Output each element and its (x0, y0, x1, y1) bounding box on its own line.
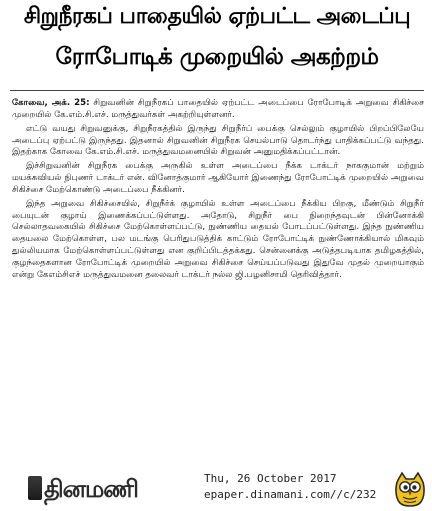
article-paragraph: இச்சிறுவனின் சிறுநீரக பைக்கு அருகில் உள்ள அடைப்பை நீக்க டாக்டர் நாககுமான் மற்றும் மயக்கவியல் நிபுணர் டாக்டர் என். வினோத்குமார் ஆகியோர் இணைந்து ரோபோட்டிக் முறையில் அறுவை சிகிச்சை மேற்கொண்டு அடைப்பை நீக்கினர். (12, 161, 424, 195)
article-body (12, 98, 424, 284)
headline-line-2: ரோபோடிக் முறையில் அகற்றம் (55, 44, 379, 70)
headline-line-1: சிறுநீரகப் பாதையில் ஏற்பட்ட அடைப்பு (23, 4, 411, 29)
article-paragraph: எட்டு வயது சிறுவனுக்கு, சிறுநீரகத்தில் இருந்து சிறுநீர்ப் பைக்கு செல்லும் குழாயில் பிறப்பிலேயே அடைப்பு ஏற்பட்டு இருந்தது. இதனால் சிறுவனின் சிறுநீரக செயல்பாடு தொடர்ந்து பாதிக்கப்பட்டு வந்தது. இதற்காக கோவை கே.எம்.சி.எச். மருத்துவமனையில் சிறுவன் அனுமதிக்கப்பட்டான். (12, 123, 424, 158)
dinamani-logo-mark (28, 476, 42, 500)
article-paragraph: கோவை, அக். 25: சிறுவனின் சிறுநீரகப் பாதையில் ஏற்பட்ட அடைப்பை ரோபோடிக் அறுவை சிகிச்சை முறையில் கே.எம்.சி.எச். மருத்துவர்கள் அகற்றியுள்ளனர். (12, 98, 425, 120)
epaper-stamp (204, 471, 394, 503)
headline-divider (10, 90, 424, 91)
dateline: கோவை, அக். 25: (12, 98, 90, 108)
article-paragraph: இந்த அறுவை சிகிச்சையில், சிறுநீர்க் குழாயில் உள்ள அடைப்பை நீக்கிய பிறகு, மீண்டும் சிறுநீர் பையுடன் குழாய் இணைக்கப்பட்டுள்ளது. அதோடு, சிறுநீர் பை நிறைந்தவுடன் பின்னோக்கி செல்லாதவகையில் சிகிச்சை மேற்கொள்ளப்பட்டு, நுண்ணிய தையல் போடப்பட்டுள்ளது. இந்த நுண்ணிய தையலை மேற்கொள்ள, பல மடங்கு பெரிதுபடுத்திக் காட்டும் ரோபோட்டிக் நுண்ணோக்கியால் மிகவும் துல்லியமாக மேற்கொள்ளப்பட்டுள்ளது என குறிப்பிடத்தக்கது. சென்னைக்கு அடுத்தபடியாக தமிழகத்தில், குழந்தைகளான ரோபோட்டிக் முறையில் அறுவை சிகிச்சை செய்யப்படுவது இதுவே முதல் முறையாகும் என்று கேஎம்சிஎச் மருத்துவமனை தலைவர் டாக்டர் நல்ல ஜி.பழனிசாமி தெரிவித்தார். (12, 198, 424, 280)
dinamani-logo: தினமணி (44, 475, 138, 503)
edition-date: Thu, 26 October 2017 (204, 472, 337, 485)
owl-mascot-icon (392, 470, 428, 508)
epaper-url[interactable]: epaper.dinamani.com//c/232 (204, 488, 377, 501)
